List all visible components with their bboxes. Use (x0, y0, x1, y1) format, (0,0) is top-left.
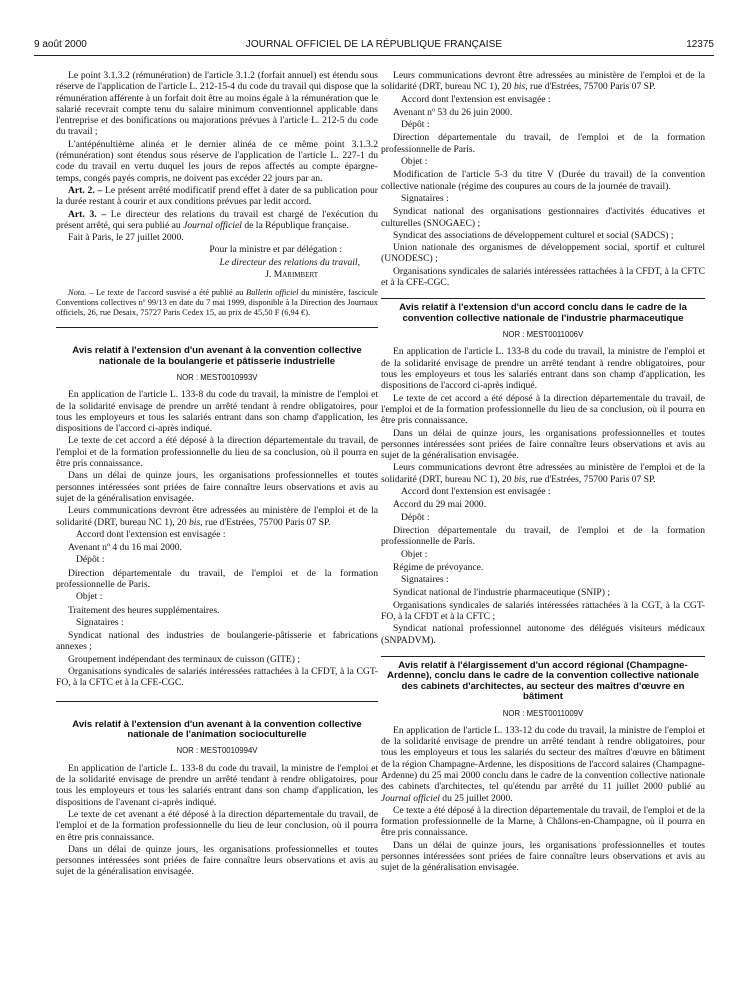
page-number: 12375 (686, 39, 714, 50)
list-item: Union nationale des organismes de développement social, sportif et culturel (UNODESC) ; (381, 242, 705, 265)
section-divider (56, 701, 378, 702)
list-item: Syndicat national professionnel autonome des délégués visiteurs médicaux (SNPADVM). (381, 623, 705, 646)
paragraph: En application de l'article L. 133-12 du code du travail, la ministre de l'emploi et de la solidarité envisage de prendre un arrêté tendant à rendre obligatoires, pour tous les employeurs et tous les salariés du secteur des maîtres d'œuvre en bâtiment de la région Champagne-Ardenne, les dispositions de l'accord salaires (Champagne-Ardenne) du 25 mai 2000 conclu dans le cadre de la convention collective nationale des cabinets d'architectes, tel qu'étendu par arrêté du 11 juillet 2000 publié au Journal officiel du 25 juillet 2000. (381, 724, 705, 804)
section-divider (381, 298, 705, 299)
value: Modification de l'article 5-3 du titre V (Durée du travail) de la convention collective nationale (régime des coupures au cours de la journée de travail). (381, 169, 705, 192)
issue-date: 9 août 2000 (34, 39, 87, 50)
paragraph: Dans un délai de quinze jours, les organisations professionnelles et toutes personnes intéressées sont priées de faire connaître leurs observations et avis au sujet de la généralisation envisagée. (56, 470, 378, 504)
fait-a-paris: Fait à Paris, le 27 juillet 2000. (68, 232, 184, 244)
label: Accord dont l'extension est envisagée : (401, 486, 551, 498)
value: Régime de prévoyance. (393, 561, 484, 573)
article-3: Art. 3. – Le directeur des relations du travail est chargé de l'exécution du présent arrêté, qui sera publié au Journal officiel de la République française. (56, 208, 378, 231)
nor-reference: NOR : MEST0011009V (502, 708, 584, 718)
label: Dépôt : (401, 119, 430, 131)
paragraph: En application de l'article L. 133-8 du code du travail, la ministre de l'emploi et de la solidarité envisage de prendre un arrêté tendant à rendre obligatoires, pour tous les employeurs et tous les salariés entrant dans son champ d'application, les dispositions de l'accord ci-après indiqué. (381, 346, 705, 392)
article-2: Art. 2. – Le présent arrêté modificatif prend effet à dater de sa publication pour la durée restant à courir et aux conditions prévues par ledit accord. (56, 184, 378, 208)
list-item: Syndicat national de l'industrie pharmaceutique (SNIP) ; (393, 587, 611, 599)
journal-title: JOURNAL OFFICIEL DE LA RÉPUBLIQUE FRANÇAISE (245, 39, 503, 50)
value: Avenant nº 4 du 16 mai 2000. (68, 542, 182, 554)
paragraph: Leurs communications devront être adressées au ministère de l'emploi et de la solidarité (DRT, bureau NC 1), 20 bis, rue d'Estrées, 75700 Paris 07 SP. (56, 505, 378, 528)
paragraph: Le texte de cet accord a été déposé à la direction départementale du travail, de l'emploi et de la formation professionnelle du lieu de sa conclusion, où il pourra en être pris connaissance. (56, 435, 378, 470)
paragraph: Le texte de cet avenant a été déposé à la direction départementale du travail, de l'emploi et de la formation professionnelle du lieu de leur conclusion, où il pourra en être pris connaissance. (56, 808, 378, 843)
list-item: Organisations syndicales de salariés intéressées rattachées à la CFDT, à la CGT-FO, à la CFTC et à la CFE-CGC. (56, 666, 378, 689)
label: Signataires : (401, 574, 449, 586)
label: Signataires : (401, 192, 449, 204)
value: Traitement des heures supplémentaires. (68, 604, 220, 616)
signature-name: J. Marimbert (265, 269, 318, 281)
value: Avenant nº 53 du 26 juin 2000. (393, 106, 513, 118)
paragraph: Leurs communications devront être adressées au ministère de l'emploi et de la solidarité (DRT, bureau NC 1), 20 bis, rue d'Estrées, 75700 Paris 07 SP. (381, 70, 705, 93)
list-item: Organisations syndicales de salariés intéressées rattachées à la CGT, à la CGT-FO, à la CFDT et à la CFTC ; (381, 599, 705, 622)
nota: Nota. – Le texte de l'accord susvisé a été publié au Bulletin officiel du ministère, fascicule Conventions collectives nº 99/13 en date du 7 mai 1999, disponible à la Direction des Journaux officiels, 26, rue Desaix, 75727 Paris Cedex 15, au prix de 45,50 F (6,94 €). (56, 288, 378, 317)
paragraph: Le point 3.1.3.2 (rémunération) de l'article 3.1.2 (forfait annuel) est étendu sous réserve de l'application de l'article L. 212-15-4 du code du travail qui dispose que la rémunération afférente à un forfait doit être au moins égale à la rémunération que le salarié recevrait compte tenu du salaire minimum conventionnel applicable dans l'entreprise et des bonifications ou majorations prévues à l'article L. 212-5 du code du travail ; (56, 70, 378, 138)
label: Accord dont l'extension est envisagée : (76, 528, 226, 540)
section-title: Avis relatif à l'extension d'un avenant à la convention collective nationale de la boulangerie et pâtisserie industrielle (72, 345, 362, 367)
section-title: Avis relatif à l'extension d'un avenant à la convention collective nationale de l'animation socioculturelle (72, 718, 362, 741)
value: Direction départementale du travail, de l'emploi et de la formation professionnelle de Paris. (381, 132, 705, 155)
left-column (56, 70, 378, 879)
paragraph: Dans un délai de quinze jours, les organisations professionnelles et toutes personnes intéressées sont priées de faire connaître leurs observations et avis au sujet de la généralisation envisagée. (381, 427, 705, 462)
paragraph: L'antépénultième alinéa et le dernier alinéa de ce même point 3.1.3.2 (rémunération) sont étendus sous réserve de l'application de l'article L. 227-1 du code du travail en vertu duquel les jours de repos affectés au compte épargne-temps, congés payés compris, ne doivent pas excéder 22 jours par an. (56, 138, 378, 184)
list-item: Syndicat des associations de développement culturel et social (SADCS) ; (393, 229, 674, 241)
paragraph: Dans un délai de quinze jours, les organisations professionnelles et toutes personnes intéressées sont priées de faire connaître leurs observations et avis au sujet de la généralisation envisagée. (56, 843, 378, 878)
nor-reference: NOR : MEST0011006V (502, 330, 584, 340)
list-item: Syndicat national des organisations gestionnaires d'activités éducatives et culturelles (SNOGAEC) ; (381, 206, 705, 229)
list-item: Groupement indépendant des terminaux de cuisson (GITE) ; (68, 653, 301, 665)
label: Objet : (76, 591, 103, 603)
list-item: Organisations syndicales de salariés intéressées rattachées à la CFDT, à la CFTC et à la CFE-CGC. (381, 265, 705, 289)
paragraph: En application de l'article L. 133-8 du code du travail, la ministre de l'emploi et de la solidarité envisage de prendre un arrêté tendant à rendre obligatoires, pour tous les employeurs et tous les salariés entrant dans son champ d'application, les dispositions de l'avenant ci-après indiqué. (56, 762, 378, 808)
section-divider (381, 656, 705, 657)
section-divider (56, 327, 378, 328)
nor-reference: NOR : MEST0010993V (176, 372, 258, 382)
value: Direction départementale du travail, de l'emploi et de la formation professionnelle de Paris. (56, 567, 378, 590)
list-item: Syndicat national des industries de boulangerie-pâtisserie et fabrications annexes ; (56, 630, 378, 653)
signature-line: Pour la ministre et par délégation : (209, 244, 342, 256)
paragraph: Dans un délai de quinze jours, les organisations professionnelles et toutes personnes intéressées sont priées de faire connaître leurs observations et avis au sujet de la généralisation envisagée. (381, 839, 705, 874)
signature-title: Le directeur des relations du travail, (219, 256, 360, 268)
section-title: Avis relatif à l'extension d'un accord conclu dans le cadre de la convention collective nationale de l'industrie pharmaceutique (399, 302, 687, 324)
value: Direction départementale du travail, de l'emploi et de la formation professionnelle de Paris. (381, 524, 705, 548)
label: Dépôt : (401, 511, 430, 523)
paragraph: Leurs communications devront être adressées au ministère de l'emploi et de la solidarité (DRT, bureau NC 1), 20 bis, rue d'Estrées, 75700 Paris 07 SP. (381, 462, 705, 485)
value: Accord du 29 mai 2000. (393, 499, 486, 511)
label: Signataires : (76, 616, 124, 628)
label: Accord dont l'extension est envisagée : (401, 93, 551, 105)
paragraph: En application de l'article L. 133-8 du code du travail, la ministre de l'emploi et de la solidarité envisage de prendre un arrêté tendant à rendre obligatoires, pour tous les employeurs et tous les salariés entrant dans son champ d'application, les dispositions de l'accord ci-après indiqué. (56, 389, 378, 435)
label: Objet : (401, 548, 428, 560)
paragraph: Le texte de cet accord a été déposé à la direction départementale du travail, de l'emploi et de la formation professionnelle du lieu de sa conclusion, où il pourra en être pris connaissance. (381, 392, 705, 427)
page-header (34, 39, 714, 53)
section-title: Avis relatif à l'élargissement d'un accord régional (Champagne-Ardenne), conclu dans le cadre de la convention collective nationale des cabinets d'architectes, au secteur des maîtres d'œuvre en bâtiment (387, 659, 699, 703)
label: Dépôt : (76, 554, 105, 566)
paragraph: Ce texte a été déposé à la direction départementale du travail, de l'emploi et de la formation professionnelle de la Marne, à Châlons-en-Champagne, où il pourra en être pris connaissance. (381, 804, 705, 839)
right-column (381, 70, 705, 875)
header-rule (34, 55, 714, 56)
label: Objet : (401, 156, 428, 168)
nor-reference: NOR : MEST0010994V (176, 746, 258, 756)
